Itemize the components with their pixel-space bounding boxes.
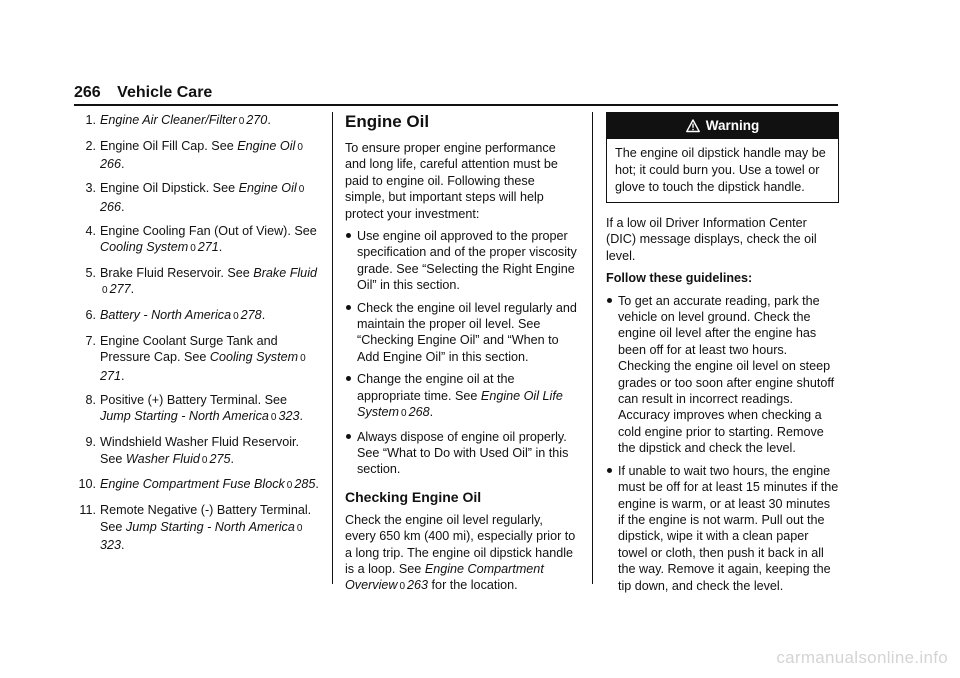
warning-text: The engine oil dipstick handle may be hot; it could burn you. Use a towel or glove to touch the dipstick handle. — [615, 146, 826, 194]
bullet-text: Always dispose of engine oil properly. See “What to Do with Used Oil” in this section. — [357, 429, 569, 477]
cross-reference-link[interactable]: Engine Oil Life System — [357, 388, 563, 420]
column-left — [80, 112, 320, 561]
page-arrow-icon: 0 — [298, 184, 305, 196]
page-reference[interactable]: 275 — [209, 451, 231, 466]
bullet-text: To get an accurate reading, park the vehicle on level ground. Check the engine oil level after the engine has been off for at least two hours. Checking the engine oil level on steep grades or too soon after engine shutoff can result in incorrect readings. Accuracy improves when checking a cold engine prior to starting. Remove the dipstick and check the level. — [618, 293, 835, 456]
list-item — [80, 476, 320, 494]
section-title: Vehicle Care — [117, 84, 213, 101]
page-arrow-icon: 0 — [401, 408, 407, 420]
page-arrow-icon: 0 — [286, 480, 293, 492]
list-item — [345, 371, 577, 422]
page-reference[interactable]: 277 — [109, 282, 131, 297]
list-item — [80, 138, 320, 173]
page-arrow-icon: 0 — [201, 454, 208, 466]
list-item — [80, 112, 320, 130]
page-reference[interactable]: 271 — [197, 239, 219, 254]
punctuation: . — [261, 308, 266, 323]
bullet-icon — [346, 305, 351, 310]
list-item — [606, 463, 839, 594]
bullet-text: Change the engine oil at the appropriate time. See — [357, 372, 515, 403]
warning-triangle-icon — [686, 119, 700, 133]
list-item — [80, 307, 320, 325]
cross-reference-link[interactable]: Cooling System — [100, 239, 189, 254]
column-middle — [345, 112, 577, 602]
cross-reference-link[interactable]: Engine Air Cleaner/Filter — [100, 113, 237, 127]
list-item — [606, 293, 839, 457]
punctuation: . — [315, 477, 319, 492]
list-item-text: Brake Fluid Reservoir. See — [100, 265, 254, 280]
bullet-icon — [607, 468, 612, 473]
punctuation: . — [218, 239, 223, 254]
warning-header — [607, 113, 838, 139]
page-reference[interactable]: 323 — [278, 409, 300, 424]
punctuation: . — [429, 405, 434, 420]
list-number: 2. — [85, 138, 96, 153]
guidelines-list — [606, 293, 839, 594]
page-reference[interactable]: 323 — [100, 538, 122, 553]
cross-reference-link[interactable]: Engine Compartment Fuse Block — [100, 477, 285, 492]
page-reference[interactable]: 266 — [100, 199, 122, 214]
engine-compartment-legend — [80, 112, 320, 554]
list-number: 5. — [85, 265, 96, 280]
bullet-icon — [607, 298, 612, 303]
page-reference[interactable]: 278 — [240, 308, 262, 323]
page-arrow-icon: 0 — [297, 141, 303, 153]
bullet-text: If unable to wait two hours, the engine must be off for at least 15 minutes if the engine is warm, or at least 30 minutes if the engine is not warm. Pull out the dipstick, wipe it with a clean paper towel or cloth, then push it back in all the way. Remove it again, keeping the tip down, and check the level. — [618, 463, 839, 593]
page-number: 266 — [74, 84, 101, 101]
list-number: 10. — [78, 477, 96, 492]
page-arrow-icon: 0 — [190, 242, 196, 254]
punctuation: . — [230, 451, 234, 466]
page-reference[interactable]: 263 — [407, 578, 429, 593]
page-arrow-icon: 0 — [102, 285, 108, 297]
list-item-text: Engine Oil Dipstick. See — [100, 181, 239, 196]
list-item-text: Engine Oil Fill Cap. See — [100, 138, 238, 153]
page-reference[interactable]: 268 — [408, 405, 430, 420]
list-number: 9. — [85, 435, 96, 450]
guidelines-label: Follow these guidelines: — [606, 271, 753, 286]
paragraph-text: Check the engine oil level regularly, every 650 km (400 mi), especially prior to a long trip. The engine oil dipstick handle is a loop. See — [345, 512, 576, 576]
checking-engine-oil-text — [345, 512, 577, 596]
list-item — [80, 502, 320, 553]
cross-reference-link[interactable]: Engine Oil — [237, 138, 296, 153]
paragraph-text: for the location. — [428, 578, 518, 593]
list-item-text: Windshield Washer Fluid Reservoir. See — [100, 435, 300, 466]
page-arrow-icon: 0 — [296, 522, 303, 534]
punctuation: . — [121, 199, 125, 214]
low-oil-paragraph: If a low oil Driver Information Center (DIC) message displays, check the oil level. — [606, 216, 817, 263]
page-reference[interactable]: 271 — [100, 368, 122, 383]
checking-engine-oil-heading: Checking Engine Oil — [345, 488, 482, 505]
page-arrow-icon: 0 — [233, 311, 239, 323]
list-item — [80, 333, 320, 384]
list-item-text: Engine Coolant Surge Tank and Pressure Cap. See — [100, 334, 278, 365]
list-number: 7. — [85, 334, 96, 349]
punctuation: . — [121, 368, 125, 383]
page-reference[interactable]: 285 — [294, 477, 316, 492]
cross-reference-link[interactable]: Jump Starting - North America — [100, 409, 269, 424]
engine-oil-steps — [345, 228, 577, 478]
bullet-text: Check the engine oil level regularly and maintain the proper oil level. See “Checking Engine Oil” and “When to Add Engine Oil” in this section. — [357, 300, 577, 364]
column-divider — [592, 112, 593, 584]
page-reference[interactable]: 266 — [100, 157, 122, 172]
punctuation: . — [130, 282, 135, 297]
column-right — [606, 112, 839, 600]
cross-reference-link[interactable]: Jump Starting - North America — [125, 519, 295, 534]
page-arrow-icon: 0 — [300, 353, 306, 365]
warning-title: Warning — [705, 117, 760, 133]
page-header — [74, 84, 838, 106]
cross-reference-link[interactable]: Engine Oil — [238, 181, 297, 196]
list-number: 8. — [85, 392, 96, 407]
page-arrow-icon: 0 — [238, 116, 245, 127]
engine-oil-heading: Engine Oil — [345, 112, 430, 131]
column-divider — [332, 112, 333, 584]
list-item-text: Positive (+) Battery Terminal. See — [100, 392, 287, 407]
page-arrow-icon: 0 — [399, 581, 406, 593]
list-item — [80, 392, 320, 427]
watermark: carmanualsonline.info — [776, 648, 948, 667]
list-number: 6. — [85, 308, 96, 323]
list-item — [80, 223, 320, 258]
list-number: 4. — [85, 223, 96, 238]
punctuation: . — [267, 113, 271, 127]
warning-box — [606, 112, 839, 203]
list-item — [345, 228, 577, 294]
bullet-text: Use engine oil approved to the proper specification and of the proper viscosity grade. See “Selecting the Right Engine Oil” in this section. — [357, 229, 577, 293]
page-arrow-icon: 0 — [270, 412, 277, 424]
list-number: 3. — [85, 181, 96, 196]
cross-reference-link[interactable]: Engine Compartment Overview — [345, 561, 544, 593]
list-item — [80, 180, 320, 215]
list-number: 11. — [79, 503, 96, 518]
list-item — [80, 434, 320, 469]
cross-reference-link[interactable]: Brake Fluid — [253, 265, 317, 280]
list-item-text: Remote Negative (-) Battery Terminal. See — [100, 503, 312, 534]
list-item-text: Engine Cooling Fan (Out of View). See — [100, 223, 317, 238]
cross-reference-link[interactable]: Battery - North America — [100, 308, 232, 323]
page-reference[interactable]: 270 — [246, 113, 268, 127]
cross-reference-link[interactable]: Cooling System — [209, 350, 299, 365]
punctuation: . — [299, 409, 303, 424]
bullet-icon — [346, 376, 351, 381]
engine-oil-intro: To ensure proper engine performance and long life, careful attention must be paid to engine oil. Following these simple, but important steps will help protect your investment: — [345, 141, 558, 221]
bullet-icon — [346, 434, 351, 439]
bullet-icon — [346, 233, 351, 238]
list-number: 1. — [85, 113, 96, 127]
list-item — [345, 429, 577, 478]
punctuation: . — [121, 538, 125, 553]
list-item — [345, 300, 577, 366]
cross-reference-link[interactable]: Washer Fluid — [125, 451, 200, 466]
list-item — [80, 265, 320, 300]
punctuation: . — [121, 157, 125, 172]
